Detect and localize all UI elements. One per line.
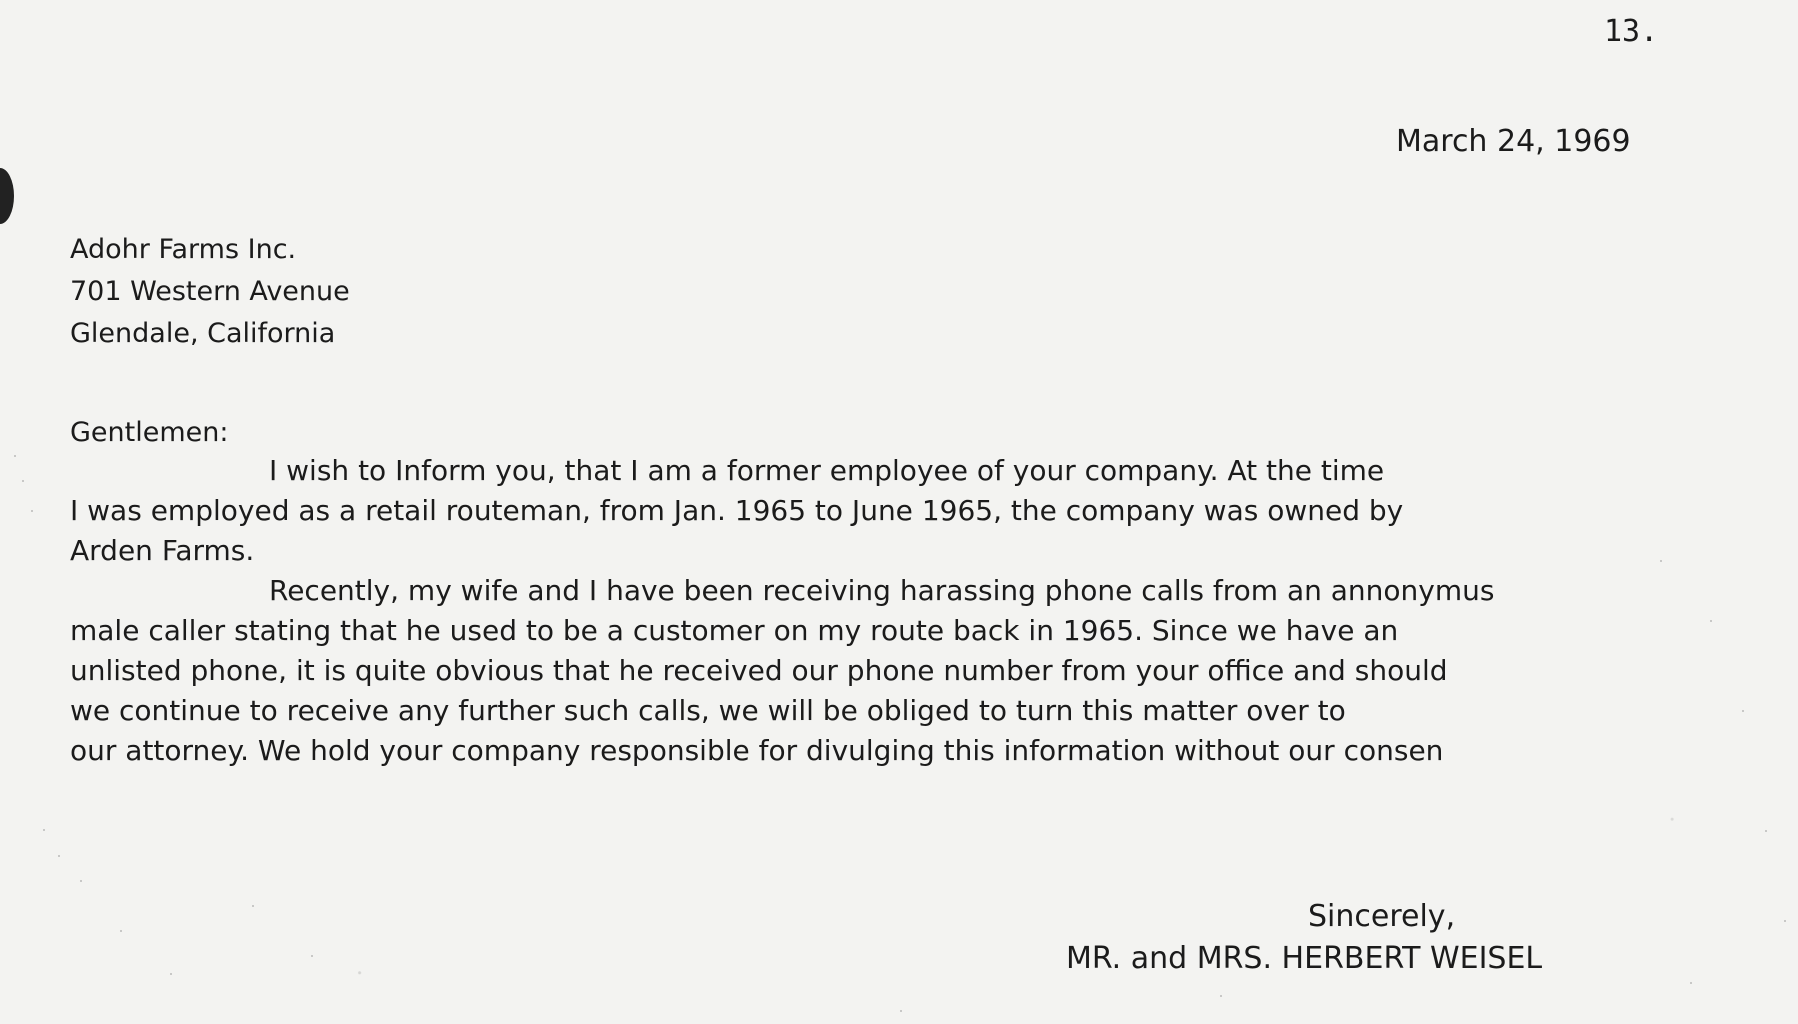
- body-line: Arden Farms.: [70, 534, 255, 567]
- scan-speck: [170, 973, 172, 975]
- body-line: unlisted phone, it is quite obvious that he received our phone number from your office and should: [70, 654, 1448, 687]
- body-line: male caller stating that he used to be a customer on my route back in 1965. Since we have an: [70, 614, 1399, 647]
- scan-speck: [120, 930, 122, 932]
- scan-speck: [900, 1010, 902, 1012]
- recipient-city-state: Glendale, California: [70, 318, 336, 349]
- scan-speck: [31, 510, 33, 512]
- letter-date: March 24, 1969: [1396, 124, 1631, 159]
- body-line: Recently, my wife and I have been receiving harassing phone calls from an annonymus: [269, 574, 1495, 607]
- scan-speck: [14, 455, 16, 457]
- letter-body: [70, 451, 1780, 771]
- recipient-company: Adohr Farms Inc.: [70, 234, 297, 265]
- closing: Sincerely,: [1308, 899, 1456, 934]
- scan-speck: [311, 955, 313, 957]
- scan-speck: [252, 905, 254, 907]
- punched-hole-mark: [0, 168, 14, 224]
- signature-name: MR. and MRS. HERBERT WEISEL: [1066, 941, 1543, 976]
- body-line: our attorney. We hold your company responsible for divulging this information without our consen: [70, 734, 1444, 767]
- scan-speck: [80, 880, 82, 882]
- scan-speck: [22, 480, 24, 482]
- scan-speck: [1690, 982, 1692, 984]
- body-line: I wish to Inform you, that I am a former employee of your company. At the time: [269, 454, 1385, 487]
- scan-speck: [43, 829, 45, 831]
- recipient-address: [70, 229, 350, 355]
- scan-speck: [58, 855, 60, 857]
- scan-speck: [1765, 830, 1767, 832]
- page-number: 13.: [1604, 14, 1659, 49]
- scan-speck: [1220, 995, 1222, 997]
- scan-speck: [1784, 920, 1786, 922]
- recipient-street: 701 Western Avenue: [70, 276, 350, 307]
- salutation: Gentlemen:: [70, 417, 229, 448]
- body-line: we continue to receive any further such calls, we will be obliged to turn this matter over to: [70, 694, 1346, 727]
- body-line: I was employed as a retail routeman, from Jan. 1965 to June 1965, the company was owned by: [70, 494, 1404, 527]
